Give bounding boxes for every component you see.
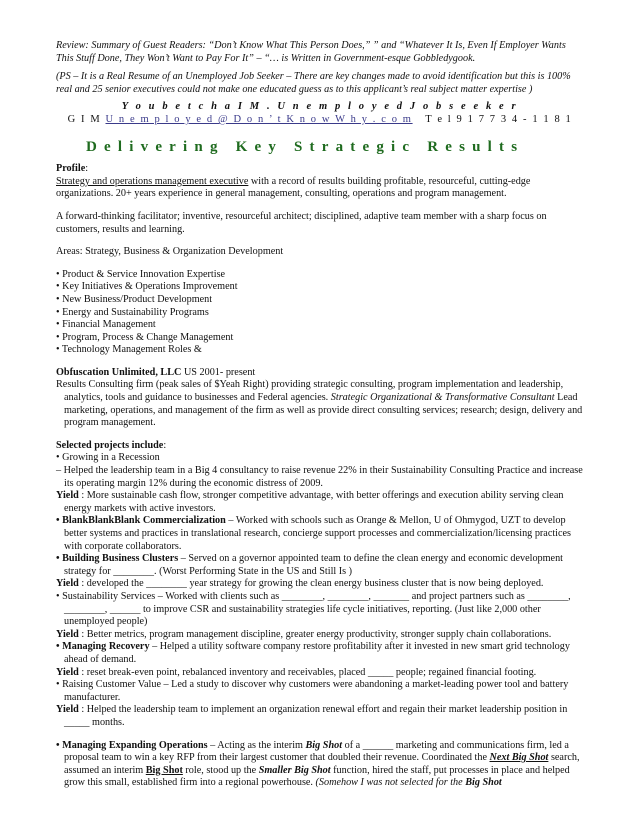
list-item: • New Business/Product Development <box>56 293 213 305</box>
profile-heading: Profile: <box>56 163 89 175</box>
last-project-item: • Managing Expanding Operations – Acting as the interim Big Shot of a ______ marketing and communications firm, led a proposal team to win a key RFP from their largest customer that doubled their revenue. Coordinated the Next Big Shot search, assumed an interim Big Shot role, stood up the Smaller Big Shot function, hired the staff, put processes in place and helped grow this small, established firm into a regional powerhouse. (Somehow I was not selected for the Big Shot <box>56 739 580 789</box>
list-item: Yield : developed the ________ year strategy for growing the clean energy business cluster that is now being deployed. <box>56 578 544 590</box>
list-item: Yield : More sustainable cash flow, stronger competitive advantage, with better offerings and execution ability serving clean energy markets with active investors. <box>56 490 564 514</box>
contact-line <box>56 114 584 127</box>
projects-list <box>56 452 584 729</box>
list-item: • Raising Customer Value – Led a study to discover why customers were abandoning a market-leading power tool and battery manufacturer. <box>56 679 569 703</box>
resume-page <box>56 40 584 790</box>
list-item: • Program, Process & Change Management <box>56 331 234 343</box>
phone-number: T e l 9 1 7 7 3 4 - 1 1 8 1 <box>425 113 573 125</box>
employer-line <box>56 367 584 380</box>
list-item: • Financial Management <box>56 319 156 331</box>
list-item: • Building Business Clusters – Served on a governor appointed team to define the clean energy and economic development strategy for ________. (Worst Performing State in the US and Still Is ) <box>56 553 564 577</box>
list-item: Yield : Better metrics, program management discipline, greater energy productivity, stronger supply chain collaborations. <box>56 628 552 640</box>
candidate-name: Y o u b e t c h a I M . U n e m p l o y e d J o b s e e k e r <box>121 101 519 113</box>
areas-line: Areas: Strategy, Business & Organization Development <box>56 246 284 258</box>
employer-name: Obfuscation Unlimited, LLC <box>56 366 182 378</box>
profile-summary: Strategy and operations management executive with a record of results building profitable, resourceful, cutting-edge organizations. 20+ years experience in general management, consulting, operations and program management. <box>56 175 531 200</box>
list-item: Yield : reset break-even point, rebalanced inventory and receivables, placed _____ people; regained financial footing. <box>56 666 537 678</box>
profile-para2: A forward-thinking facilitator; inventive, resourceful architect; disciplined, adaptive team member with a sharp focus on customers, results and learning. <box>56 210 547 235</box>
email-prefix: G I M <box>67 113 106 125</box>
list-item: • Technology Management Roles & <box>56 344 202 356</box>
list-item: Yield : Helped the leadership team to implement an organization renewal effort and regain their market leadership position in _____ months. <box>56 704 568 728</box>
review-summary: Review: Summary of Guest Readers: “Don’t Know What This Person Does,” ” and “Whatever It Is, Even If Employer Wants This Stuff Done, They Won’t Want to Pay For It” – “… is Written in Government-esque Gobbledygook. <box>56 40 566 64</box>
employer-description: Results Consulting firm (peak sales of $Yeah Right) providing strategic consulting, program implementation and leadership, analytics, tools and guidance to businesses and Federal agencies. Strategic Organizational & Transformative Consultant Lead marketing, operations, and management of the firm as well as provide direct consulting services; research; design, delivery and program management. <box>56 379 583 429</box>
list-item: – Helped the leadership team in a Big 4 consultancy to raise revenue 22% in their Sustainability Consulting Practice and increase its operating margin 12% during the economic distress of 2009. <box>56 465 583 489</box>
profile-lead: Strategy and operations management executive <box>56 175 249 187</box>
expertise-list <box>56 269 584 357</box>
projects-heading: Selected projects include: <box>56 439 167 451</box>
list-item: • BlankBlankBlank Commercialization – Worked with schools such as Orange & Mellon, U of Ohmygod, UZT to develop better systems and practices in translational research, concierge support processes and commercialization/licensing practices with corporate collaborators. <box>56 515 572 552</box>
list-item: • Key Initiatives & Operations Improvement <box>56 281 238 293</box>
email-link[interactable]: U n e m p l o y e d @ D o n ’ t K n o w W h y . c o m <box>105 113 413 125</box>
employer-dates: US 2001- present <box>181 366 256 378</box>
list-item: • Sustainability Services – Worked with clients such as ________, ________, _______ and project partners such as ________, ________, ______ to improve CSR and sustainability strategies life cycle initiatives, reporting. (Just like 2,000 other unemployed people) <box>56 590 571 628</box>
review-note: (PS – It is a Real Resume of an Unemployed Job Seeker – There are key changes made to avoid identification but this is 100% real and 25 senior executives could not make one educated guess as to this applicant’s real subject matter expertise ) <box>56 71 571 95</box>
tagline: Delivering Key Strategic Results <box>86 138 525 155</box>
list-item: • Energy and Sustainability Programs <box>56 306 209 318</box>
list-item: • Growing in a Recession <box>56 452 160 464</box>
list-item: • Product & Service Innovation Expertise <box>56 268 226 280</box>
list-item: • Managing Recovery – Helped a utility software company restore profitability after it invested in new smart grid technology ahead of demand. <box>56 641 570 665</box>
